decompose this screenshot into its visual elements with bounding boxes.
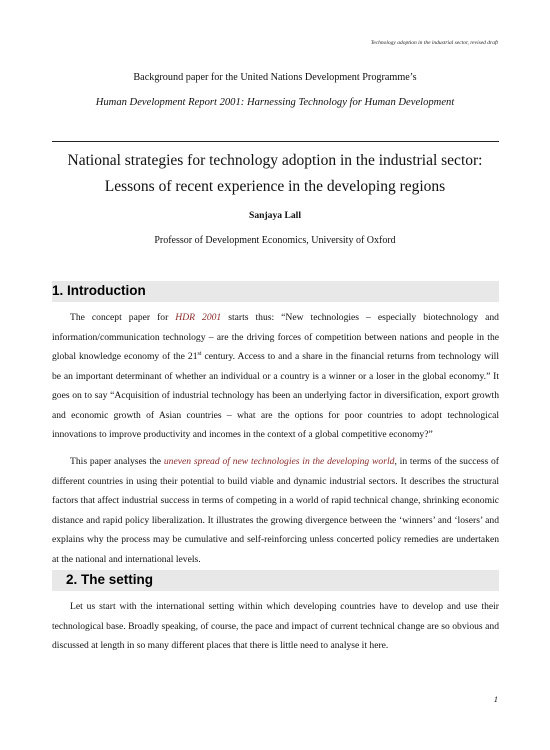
author-name: Sanjaya Lall <box>249 210 301 221</box>
p1-text-after: century. Access to and a share in the financial returns from technology will be an important determinant of whether an individual or a country is a winner or a loser in the global economy.” It goes on to say “Acquisition of industrial technology has been an underlying factor in diversification, export growth and economic growth of Asian countries – what are the options for poor countries to adopt technological innovations to improve productivity and incomes in the context of a global competitive economy?” <box>52 351 499 440</box>
report-title: Human Development Report 2001: Harnessing Technology for Human Development <box>95 97 455 108</box>
paper-title-line-1: National strategies for technology adoption in the industrial sector: <box>67 152 483 169</box>
section-heading-setting <box>52 570 499 591</box>
paragraph-2 <box>52 452 499 569</box>
section-heading-text: 1. Introduction <box>52 283 146 298</box>
paper-title-line-2: Lessons of recent experience in the developing regions <box>104 178 446 195</box>
section-heading-text: 2. The setting <box>66 572 154 587</box>
section-heading-introduction <box>52 281 499 302</box>
p2-text-after: , in terms of the success of different countries in using their potential to build viable and dynamic industrial sectors. It describes the structural factors that affect industrial success in terms of competing in a world of rapid technical change, shrinking economic distance and rapid policy liberalization. It illustrates the growing divergence between the ‘winners’ and ‘losers’ and explains why the process may be cumulative and self-reinforcing unless concerted policy remedies are undertaken at the national and international levels. <box>52 456 500 565</box>
background-line: Background paper for the United Nations Development Programme’s <box>133 72 417 83</box>
page-number: 1 <box>493 694 498 704</box>
running-header: Technology adoption in the industrial sector, revised draft <box>370 40 498 46</box>
divider-rule <box>52 141 499 142</box>
p3-text: Let us start with the international setting within which developing countries have to develop and use their technological base. Broadly speaking, of course, the pace and impact of current technical change are so obvious and discussed at length in so many different places that there is little need to analyse it here. <box>52 601 499 651</box>
p2-emphasis: uneven spread of new technologies in the developing world <box>163 456 395 467</box>
superscript-st: st <box>197 350 202 357</box>
p2-text-before: This paper analyses the <box>70 456 164 467</box>
p1-text-before: The concept paper for <box>70 312 176 323</box>
paragraph-3 <box>52 597 499 656</box>
author-affiliation: Professor of Development Economics, University of Oxford <box>154 235 396 246</box>
hdr-reference: HDR 2001 <box>175 312 222 323</box>
paragraph-1 <box>52 308 499 445</box>
p1-text-mid: starts thus: “New technologies – especially biotechnology and information/communication technology – are the driving forces of competition between nations and people in the global knowledge economy of the 21 <box>52 312 499 362</box>
